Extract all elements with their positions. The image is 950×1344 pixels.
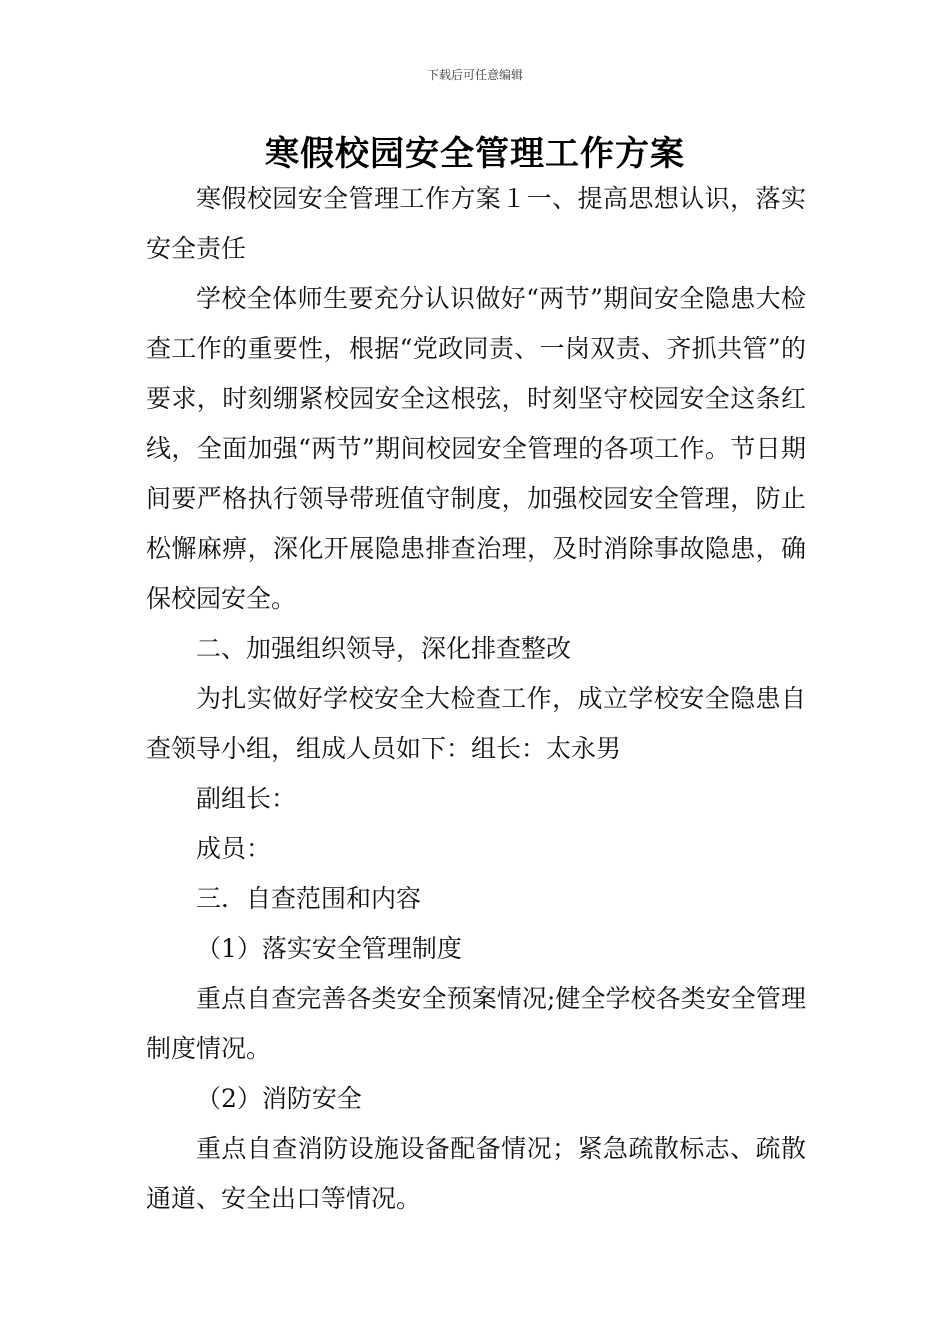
paragraph: 成员： — [196, 834, 272, 863]
paragraph: （1）落实安全管理制度 — [196, 934, 462, 963]
document-body — [146, 174, 806, 1224]
paragraph: 副组长： — [196, 784, 297, 813]
paragraph: 三．自查范围和内容 — [196, 884, 422, 913]
paragraph: 寒假校园安全管理工作方案１一、提高思想认识，落实安全责任 — [146, 184, 806, 263]
paragraph: 学校全体师生要充分认识做好“两节”期间安全隐患大检查工作的重要性，根据“党政同责、一岗双责、齐抓共管”的要求，时刻绷紧校园安全这根弦，时刻坚守校园安全这条红线，全面加强“两节”期间校园安全管理的各项工作。节日期间要严格执行领导带班值守制度，加强校园安全管理，防止松懈麻痹，深化开展隐患排查治理，及时消除事故隐患，确保校园安全。 — [146, 284, 806, 613]
document-title: 寒假校园安全管理工作方案 — [265, 134, 685, 174]
paragraph: 为扎实做好学校安全大检查工作，成立学校安全隐患自查领导小组，组成人员如下：组长：太永男 — [146, 684, 806, 763]
paragraph: 重点自查消防设施设备配备情况；紧急疏散标志、疏散通道、安全出口等情况。 — [146, 1134, 806, 1213]
paragraph: （2）消防安全 — [196, 1084, 362, 1113]
paragraph: 二、加强组织领导，深化排查整改 — [196, 634, 572, 663]
header-note: 下载后可任意编辑 — [426, 68, 523, 82]
paragraph: 重点自查完善各类安全预案情况;健全学校各类安全管理制度情况。 — [146, 984, 806, 1063]
